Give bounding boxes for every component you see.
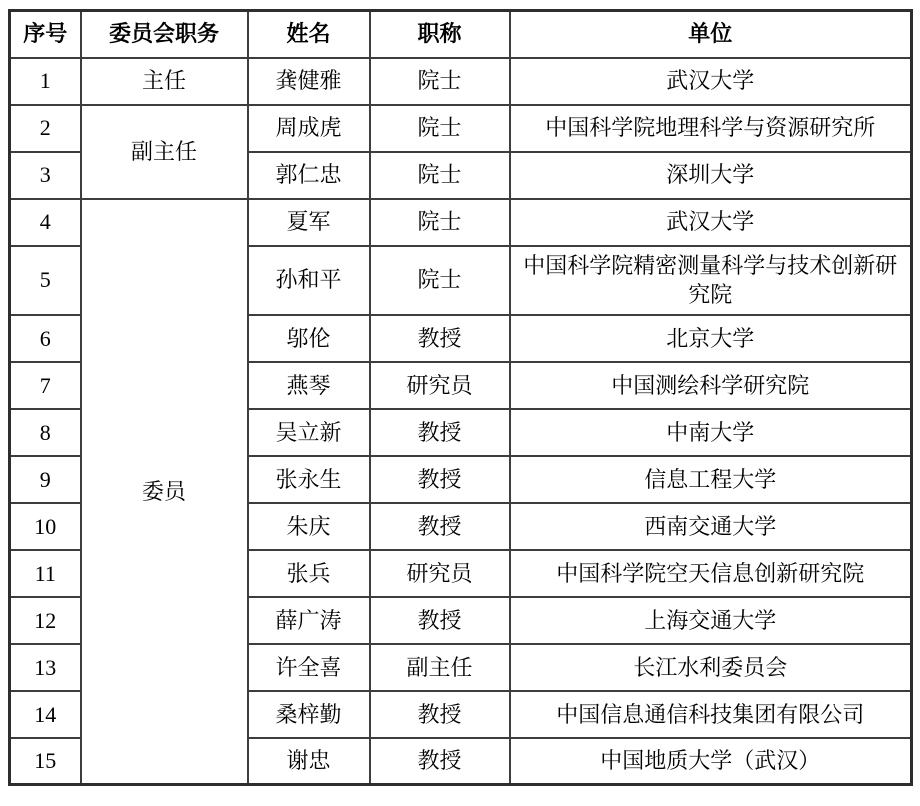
- name-cell: 薛广涛: [248, 597, 370, 644]
- row-number-cell: 5: [10, 246, 81, 315]
- organization-cell: 北京大学: [510, 315, 912, 362]
- title-cell: 院士: [370, 199, 510, 246]
- title-cell: 研究员: [370, 550, 510, 597]
- name-cell: 许全喜: [248, 644, 370, 691]
- row-number-cell: 13: [10, 644, 81, 691]
- title-cell: 院士: [370, 152, 510, 199]
- row-number-cell: 1: [10, 58, 81, 105]
- role-cell: 委员: [81, 199, 248, 785]
- title-cell: 教授: [370, 691, 510, 738]
- row-number-cell: 7: [10, 362, 81, 409]
- title-cell: 院士: [370, 58, 510, 105]
- table-row: [10, 199, 912, 246]
- header-cell-title: 职称: [370, 11, 510, 58]
- header-cell-organization: 单位: [510, 11, 912, 58]
- organization-cell: 中国地质大学（武汉）: [510, 738, 912, 785]
- organization-cell: 武汉大学: [510, 199, 912, 246]
- organization-cell: 中国科学院精密测量科学与技术创新研究院: [510, 246, 912, 315]
- name-cell: 燕琴: [248, 362, 370, 409]
- row-number-cell: 8: [10, 409, 81, 456]
- name-cell: 张永生: [248, 456, 370, 503]
- title-cell: 副主任: [370, 644, 510, 691]
- row-number-cell: 9: [10, 456, 81, 503]
- role-cell: 副主任: [81, 105, 248, 199]
- table-body: [10, 58, 912, 785]
- committee-table: [8, 9, 913, 786]
- organization-cell: 中国科学院空天信息创新研究院: [510, 550, 912, 597]
- table-header: [10, 11, 912, 58]
- row-number-cell: 15: [10, 738, 81, 785]
- row-number-cell: 2: [10, 105, 81, 152]
- name-cell: 龚健雅: [248, 58, 370, 105]
- row-number-cell: 10: [10, 503, 81, 550]
- name-cell: 夏军: [248, 199, 370, 246]
- row-number-cell: 3: [10, 152, 81, 199]
- title-cell: 研究员: [370, 362, 510, 409]
- title-cell: 教授: [370, 315, 510, 362]
- title-cell: 院士: [370, 246, 510, 315]
- organization-cell: 中国科学院地理科学与资源研究所: [510, 105, 912, 152]
- row-number-cell: 6: [10, 315, 81, 362]
- name-cell: 孙和平: [248, 246, 370, 315]
- header-cell-number: 序号: [10, 11, 81, 58]
- organization-cell: 中南大学: [510, 409, 912, 456]
- table-row: [10, 58, 912, 105]
- organization-cell: 深圳大学: [510, 152, 912, 199]
- title-cell: 教授: [370, 738, 510, 785]
- title-cell: 院士: [370, 105, 510, 152]
- name-cell: 张兵: [248, 550, 370, 597]
- organization-cell: 上海交通大学: [510, 597, 912, 644]
- name-cell: 桑梓勤: [248, 691, 370, 738]
- name-cell: 邬伦: [248, 315, 370, 362]
- organization-cell: 信息工程大学: [510, 456, 912, 503]
- title-cell: 教授: [370, 503, 510, 550]
- title-cell: 教授: [370, 597, 510, 644]
- row-number-cell: 12: [10, 597, 81, 644]
- row-number-cell: 11: [10, 550, 81, 597]
- role-cell: 主任: [81, 58, 248, 105]
- organization-cell: 中国信息通信科技集团有限公司: [510, 691, 912, 738]
- header-row: [10, 11, 912, 58]
- row-number-cell: 14: [10, 691, 81, 738]
- name-cell: 周成虎: [248, 105, 370, 152]
- row-number-cell: 4: [10, 199, 81, 246]
- name-cell: 吴立新: [248, 409, 370, 456]
- organization-cell: 武汉大学: [510, 58, 912, 105]
- header-cell-role: 委员会职务: [81, 11, 248, 58]
- organization-cell: 西南交通大学: [510, 503, 912, 550]
- name-cell: 朱庆: [248, 503, 370, 550]
- table-row: [10, 105, 912, 152]
- header-cell-name: 姓名: [248, 11, 370, 58]
- organization-cell: 长江水利委员会: [510, 644, 912, 691]
- title-cell: 教授: [370, 456, 510, 503]
- title-cell: 教授: [370, 409, 510, 456]
- organization-cell: 中国测绘科学研究院: [510, 362, 912, 409]
- name-cell: 郭仁忠: [248, 152, 370, 199]
- name-cell: 谢忠: [248, 738, 370, 785]
